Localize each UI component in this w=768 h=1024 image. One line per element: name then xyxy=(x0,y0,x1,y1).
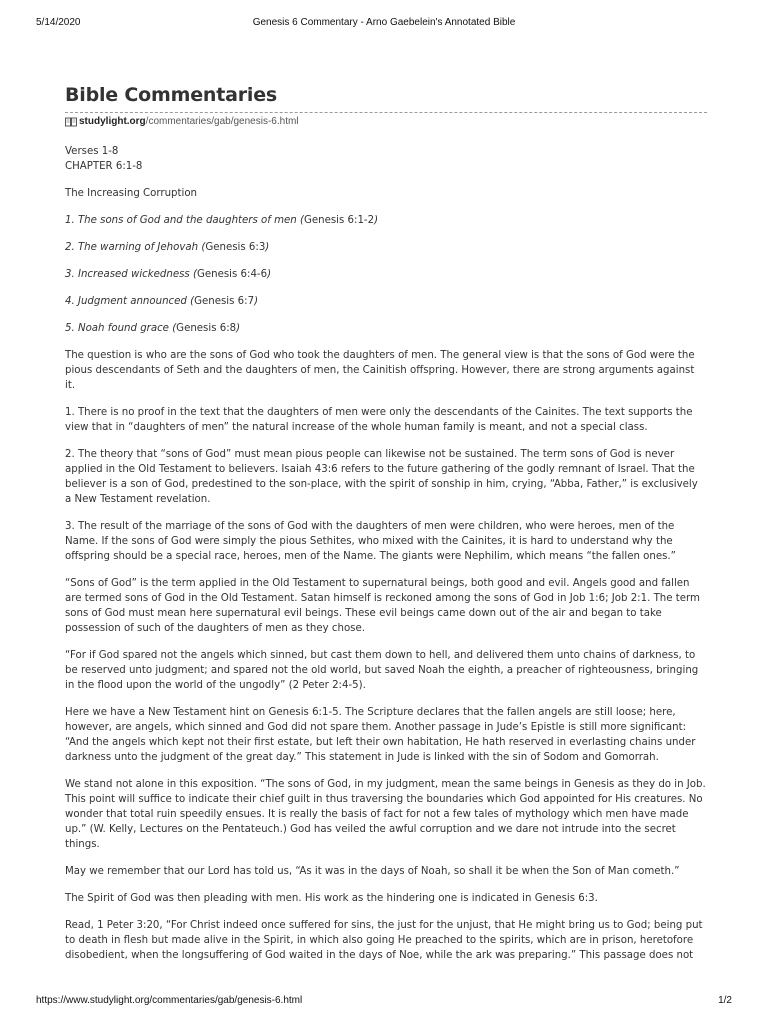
source-domain: studylight.org xyxy=(79,116,146,127)
paragraph: Read, 1 Peter 3:20, “For Christ indeed once suffered for sins, the just for the unjust, that He might bring us to God; being put to death in flesh but made alive in the Spirit, in which also going He preached to the spirits, which are in prison, heretofore disobedient, when the longsuffering of God waited in the days of Noe, while the ark was preparing.” This passage does not xyxy=(65,920,703,961)
outline-close: ) xyxy=(236,323,241,334)
paragraph: The question is who are the sons of God who took the daughters of men. The general view is that the sons of God were the pious descendants of Seth and the daughters of men, the Cainitish offspring. However, there are strong arguments against it. xyxy=(65,350,695,391)
paragraph: “For if God spared not the angels which sinned, but cast them down to hell, and delivered them unto chains of darkness, to be reserved unto judgment; and spared not the old world, but saved Noah the eighth, a preacher of righteousness, bringing in the flood upon the world of the ungodly” (2 Peter 2:4-5). xyxy=(65,650,699,691)
outline-close: ) xyxy=(267,269,272,280)
outline-item xyxy=(65,213,707,228)
outline-text: 4. Judgment announced ( xyxy=(65,296,195,307)
verse-range xyxy=(65,144,707,174)
source-link[interactable] xyxy=(65,116,299,127)
paragraph: We stand not alone in this exposition. “The sons of God, in my judgment, mean the same beings in Genesis as they do in Job. This point will suffice to indicate their chief guilt in thus traversing the boundaries which God appointed for His creatures. No wonder that total ruin speedily ensues. It is really the basis of fact for not a few tales of mythology which men have made up.” (W. Kelly, Lectures on the Pentateuch.) God has veiled the awful corruption and we dare not intrude into the secret things. xyxy=(65,779,706,850)
outline-text: 2. The warning of Jehovah ( xyxy=(65,242,206,253)
outline-text: 5. Noah found grace ( xyxy=(65,323,177,334)
outline-ref[interactable]: Genesis 6:3 xyxy=(205,242,266,253)
page-content xyxy=(65,80,707,975)
paragraph: “Sons of God” is the term applied in the Old Testament to supernatural beings, both good and evil. Angels good and fallen are termed sons of God in the Old Testament. Satan himself is reckoned among the sons of God in Job 1:6; Job 2:1. The term sons of God must mean here supernatural evil beings. These evil beings came down out of the air and began to take possession of such of the daughters of men as they chose. xyxy=(65,578,700,634)
paragraph: May we remember that our Lord has told us, “As it was in the days of Noah, so shall it be when the Son of Man cometh.” xyxy=(65,866,680,877)
section-heading: The Increasing Corruption xyxy=(65,188,198,199)
page-number: 1/2 xyxy=(718,995,732,1006)
site-title: Bible Commentaries xyxy=(65,84,277,106)
outline-ref[interactable]: Genesis 6:8 xyxy=(176,323,237,334)
print-date: 5/14/2020 xyxy=(36,17,81,28)
outline-ref[interactable]: Genesis 6:7 xyxy=(194,296,255,307)
outline-ref[interactable]: Genesis 6:1-2 xyxy=(303,215,375,226)
outline-close: ) xyxy=(265,242,270,253)
print-footer xyxy=(36,995,732,1009)
outline-item xyxy=(65,294,707,309)
outline-close: ) xyxy=(374,215,379,226)
source-path: /commentaries/gab/genesis-6.html xyxy=(145,116,299,127)
paragraph: Here we have a New Testament hint on Genesis 6:1-5. The Scripture declares that the fallen angels are still loose; here, however, are angels, which sinned and God did not spare them. Another passage in Jude’s Epistle is still more significant: “And the angels which kept not their first estate, but left their own habitation, He hath reserved in everlasting chains under darkness unto the judgment of the great day.” This statement in Jude is linked with the sin of Sodom and Gomorrah. xyxy=(65,707,696,763)
outline-text: 3. Increased wickedness ( xyxy=(65,269,197,280)
outline-item xyxy=(65,267,707,282)
verses-label: Verses 1-8 xyxy=(65,146,119,157)
outline-item xyxy=(65,321,707,336)
outline-close: ) xyxy=(254,296,259,307)
paragraph: 1. There is no proof in the text that the daughters of men were only the descendants of the Cainites. The text supports the view that in “daughters of men” the natural increase of the whole human family is meant, and not a special class. xyxy=(65,407,693,433)
outline-ref[interactable]: Genesis 6:4-6 xyxy=(196,269,268,280)
paragraph: 2. The theory that “sons of God” must mean pious people can likewise not be sustained. The term sons of God is never applied in the Old Testament to believers. Isaiah 43:6 refers to the future gathering of the godly remnant of Israel. That the believer is a son of God, predestined to the son-place, with the spirit of sonship in him, crying, “Abba, Father,” is exclusively a New Testament revelation. xyxy=(65,449,698,505)
paragraph: The Spirit of God was then pleading with men. His work as the hindering one is indicated in Genesis 6:3. xyxy=(65,893,598,904)
print-header xyxy=(36,17,732,31)
print-url: https://www.studylight.org/commentaries/gab/genesis-6.html xyxy=(36,995,303,1006)
chapter-label: CHAPTER 6:1-8 xyxy=(65,161,143,172)
outline-item xyxy=(65,240,707,255)
print-document-title: Genesis 6 Commentary - Arno Gaebelein's Annotated Bible xyxy=(252,17,516,28)
source-divider xyxy=(65,112,707,133)
commentary-body xyxy=(65,144,707,963)
book-icon xyxy=(65,117,77,127)
outline-text: 1. The sons of God and the daughters of men ( xyxy=(65,215,304,226)
paragraph: 3. The result of the marriage of the sons of God with the daughters of men were children, who were heroes, men of the Name. If the sons of God were simply the pious Sethites, who mixed with the Cainites, it is hard to understand why the offspring should be a special race, heroes, men of the Name. The giants were Nephilim, which means “the fallen ones.” xyxy=(65,521,676,562)
